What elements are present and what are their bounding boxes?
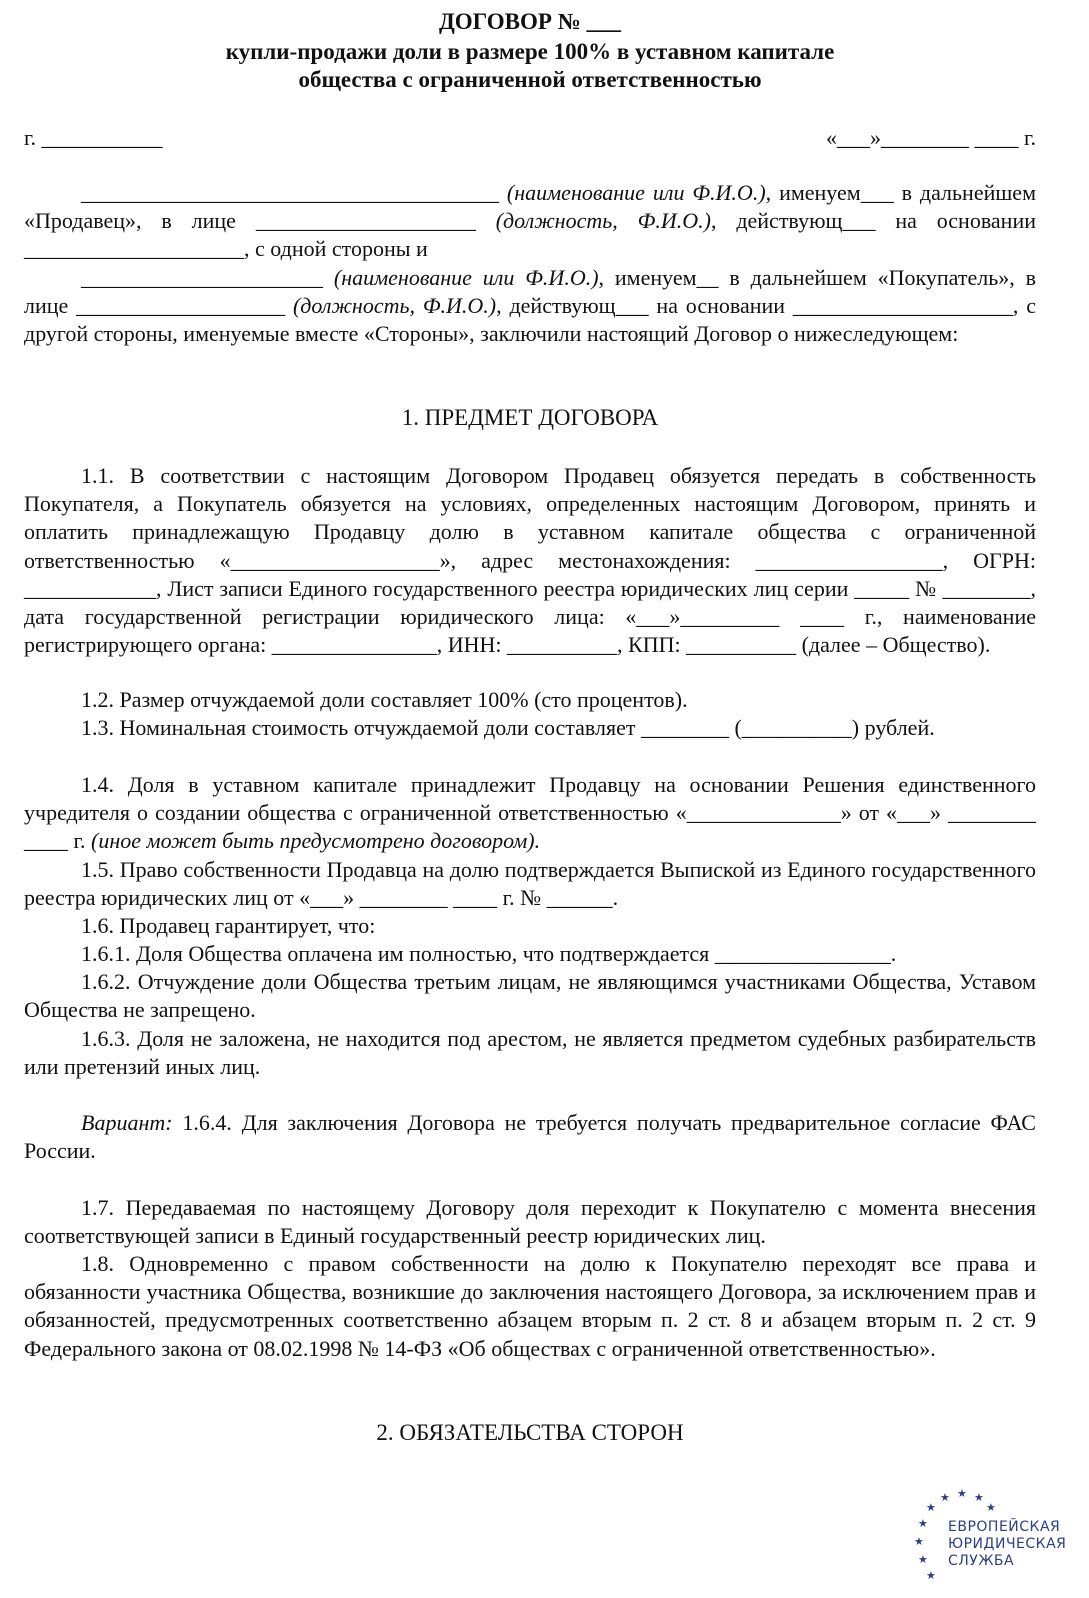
section-1-heading: 1. ПРЕДМЕТ ДОГОВОРА <box>401 405 659 430</box>
clause-1-4-hint: (иное может быть предусмотрено договором). <box>91 828 541 854</box>
clause-1-6: 1.6. Продавец гарантирует, что: <box>81 913 376 938</box>
company-logo <box>910 1485 1085 1595</box>
contract-page <box>24 0 1036 1598</box>
clause-1-1: 1.1. В соответствии с настоящим Договором Продавец обязуется передать в собственность Покупателя, а Покупатель обязуется на условиях, определенных настоящим Договором, принять и оплатить принадлежащую Продавцу долю в уставном капитале общества с ограниченной ответственностью «___________________», адрес местонахождения: _________________, ОГРН: ____________, Лист записи Единого государственного реестра юридических лиц серии _____ № ________, дата государственной регистрации юридического лица: «___»_________ ____ г., наименование регистрирующего органа: _______________, ИНН: __________, КПП: __________ (далее – Общество). <box>24 463 1036 658</box>
clause-1-8: 1.8. Одновременно с правом собственности на долю к Покупателю переходят все права и обязанности участника Общества, возникшие до заключения настоящего Договора, за исключением прав и обязанностей, предусмотренных соответственно абзацем вторым п. 2 ст. 8 и абзацем вторым п. 2 ст. 9 Федерального закона от 08.02.1998 № 14-ФЗ «Об обществах с ограниченной ответственностью». <box>24 1251 1036 1361</box>
variant-text: 1.6.4. Для заключения Договора не требуется получать предварительное согласие ФАС России. <box>24 1110 1036 1164</box>
clause-1-2: 1.2. Размер отчуждаемой доли составляет 100% (сто процентов). <box>81 687 688 712</box>
seller-paragraph <box>24 179 1036 264</box>
document-subtitle-line-2: общества с ограниченной ответственностью <box>298 67 762 92</box>
seller-name-blank: ______________________________________ <box>81 180 499 205</box>
buyer-position-hint: (должность, Ф.И.О.) <box>292 293 497 319</box>
clause-1-5: 1.5. Право собственности Продавца на долю подтверждается Выпиской из Единого государственного реестра юридических лиц от «___» ________ ____ г. № ______. <box>24 857 1036 911</box>
logo-line-3: СЛУЖБА <box>948 1553 1015 1569</box>
svg-text:★: ★ <box>974 1491 984 1504</box>
city-field: г. ___________ <box>24 125 163 150</box>
buyer-paragraph <box>24 264 1036 349</box>
variant-paragraph <box>24 1109 1036 1165</box>
logo-wordmark <box>948 1519 1088 1570</box>
seller-name-hint: (наименование или Ф.И.О.) <box>506 180 766 205</box>
svg-text:★: ★ <box>926 1569 936 1582</box>
buyer-name-blank: ______________________ <box>81 265 323 290</box>
svg-text:★: ★ <box>918 1517 928 1530</box>
svg-text:★: ★ <box>957 1487 967 1500</box>
seller-text-2: , действующ___ на основании ____________________, с одной стороны и <box>24 208 1037 262</box>
svg-text:★: ★ <box>940 1491 950 1504</box>
buyer-text-2: , действующ___ на основании ____________________, с другой стороны, именуемые вместе «Стороны», заключили настоящий Договор о нижеследующем: <box>24 293 1036 347</box>
clause-1-6-1: 1.6.1. Доля Общества оплачена им полностью, что подтверждается ________________. <box>81 941 897 966</box>
logo-line-2: ЮРИДИЧЕСКАЯ <box>948 1536 1067 1552</box>
clause-1-4 <box>24 771 1036 856</box>
clause-1-4-text: 1.4. Доля в уставном капитале принадлежит Продавцу на основании Решения единственного учредителя о создании общества с ограниченной ответственностью «______________» от «___» ________ ____ г. <box>24 772 1036 854</box>
clause-1-6-3: 1.6.3. Доля не заложена, не находится под арестом, не является предметом судебных разбирательств или претензий иных лиц. <box>24 1026 1036 1080</box>
buyer-name-hint: (наименование или Ф.И.О.) <box>333 265 599 290</box>
svg-text:★: ★ <box>926 1501 936 1514</box>
clause-1-7: 1.7. Передаваемая по настоящему Договору доля переходит к Покупателю с момента внесения соответствующей записи в Единый государственный реестр юридических лиц. <box>24 1195 1036 1249</box>
document-title: ДОГОВОР № ___ <box>438 9 622 34</box>
date-field: «___»________ ____ г. <box>825 125 1036 150</box>
svg-text:★: ★ <box>986 1501 996 1514</box>
seller-text-1: , именуем___ в дальнейшем «Продавец», в лице ____________________ <box>24 180 1036 234</box>
svg-text:★: ★ <box>918 1553 928 1566</box>
section-2-heading: 2. ОБЯЗАТЕЛЬСТВА СТОРОН <box>376 1420 684 1445</box>
seller-position-hint: (должность, Ф.И.О.) <box>495 208 711 234</box>
clause-1-3: 1.3. Номинальная стоимость отчуждаемой доли составляет ________ (__________) рублей. <box>81 715 935 740</box>
logo-line-1: ЕВРОПЕЙСКАЯ <box>948 1519 1061 1535</box>
variant-label: Вариант: <box>81 1110 173 1135</box>
clause-1-6-2: 1.6.2. Отчуждение доли Общества третьим лицам, не являющимся участниками Общества, Уставом Общества не запрещено. <box>24 969 1036 1023</box>
buyer-text-1: , именуем__ в дальнейшем «Покупатель», в лице ___________________ <box>24 265 1036 319</box>
place-date-row <box>24 124 1036 152</box>
document-subtitle-line-1: купли-продажи доли в размере 100% в уставном капитале <box>225 39 835 64</box>
svg-text:★: ★ <box>914 1535 924 1548</box>
